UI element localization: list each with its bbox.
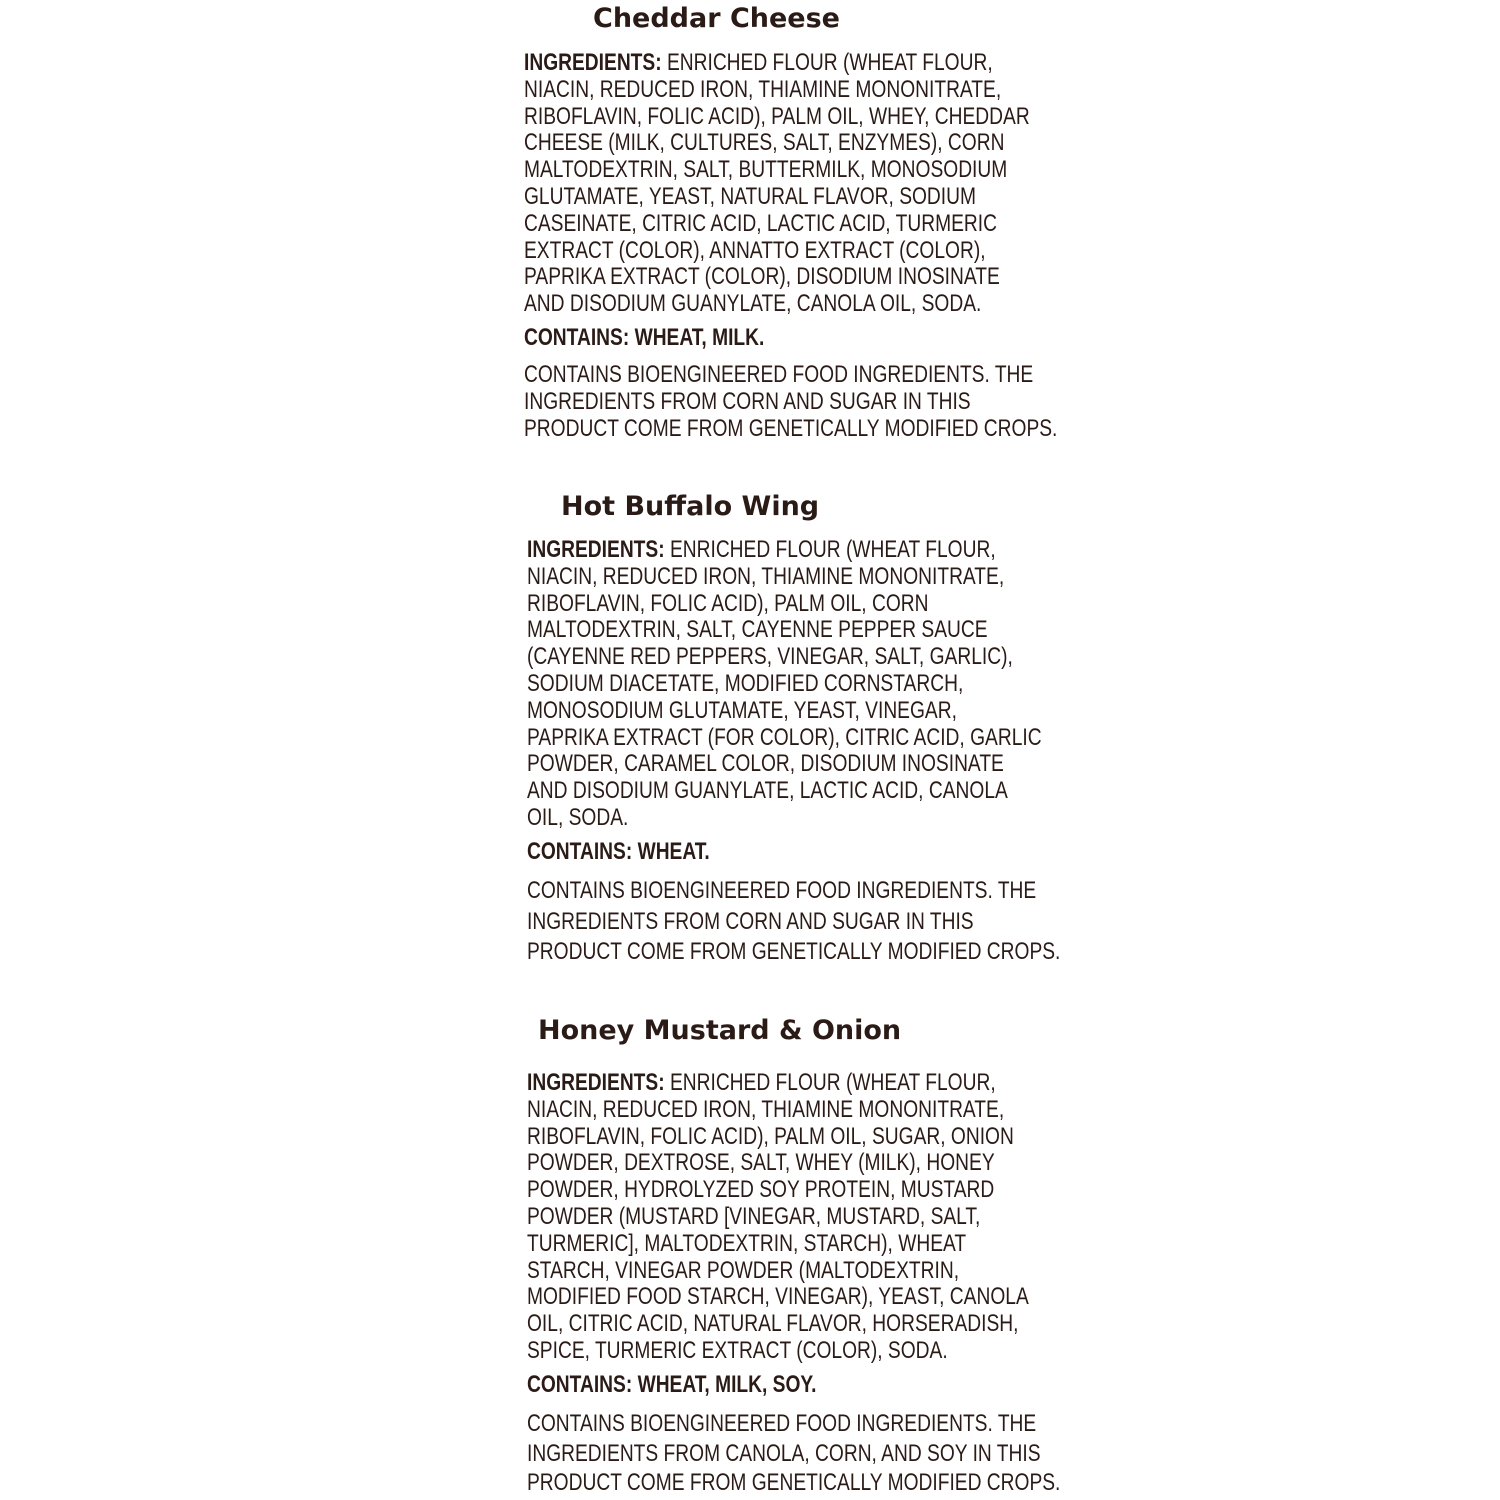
ingredients-label: INGREDIENTS: (527, 1069, 665, 1096)
bioengineered-line: PRODUCT COME FROM GENETICALLY MODIFIED CROPS. (527, 1469, 1061, 1496)
ingredients-line: SODIUM DIACETATE, MODIFIED CORNSTARCH, (527, 669, 964, 697)
ingredients-line: ENRICHED FLOUR (WHEAT FLOUR, (664, 536, 996, 563)
ingredients-line: OIL, SODA. (527, 803, 629, 831)
ingredients-line: (CAYENNE RED PEPPERS, VINEGAR, SALT, GARLIC), (527, 643, 1013, 671)
ingredients-line: MODIFIED FOOD STARCH, VINEGAR), YEAST, CANOLA (527, 1283, 1029, 1311)
ingredients-line: POWDER, DEXTROSE, SALT, WHEY (MILK), HONEY (527, 1149, 995, 1177)
ingredients-line: NIACIN, REDUCED IRON, THIAMINE MONONITRATE, (527, 562, 1005, 590)
ingredients-line: POWDER, HYDROLYZED SOY PROTEIN, MUSTARD (527, 1176, 995, 1204)
ingredients-line: PAPRIKA EXTRACT (COLOR), DISODIUM INOSINATE (524, 263, 1000, 291)
ingredients-line: CASEINATE, CITRIC ACID, LACTIC ACID, TURMERIC (524, 209, 997, 237)
ingredients-text (527, 537, 1042, 832)
ingredients-line: MALTODEXTRIN, SALT, BUTTERMILK, MONOSODIUM (524, 156, 1008, 184)
ingredients-block-cheddar-cheese (524, 50, 1156, 318)
flavor-title-hot-buffalo-wing: Hot Buffalo Wing (561, 491, 820, 522)
ingredients-line: TURMERIC], MALTODEXTRIN, STARCH), WHEAT (527, 1229, 967, 1257)
ingredients-line: EXTRACT (COLOR), ANNATTO EXTRACT (COLOR), (524, 236, 986, 264)
ingredients-line: MONOSODIUM GLUTAMATE, YEAST, VINEGAR, (527, 696, 957, 724)
bioengineered-notice-honey-mustard-onion (527, 1409, 1060, 1498)
ingredients-line: ENRICHED FLOUR (WHEAT FLOUR, (664, 1069, 996, 1096)
allergen-contains-hot-buffalo-wing: CONTAINS: WHEAT. (527, 838, 710, 865)
ingredients-line: PAPRIKA EXTRACT (FOR COLOR), CITRIC ACID, GARLIC (527, 723, 1042, 751)
ingredients-line: SPICE, TURMERIC EXTRACT (COLOR), SODA. (527, 1336, 948, 1364)
flavor-title-cheddar-cheese: Cheddar Cheese (593, 3, 840, 34)
ingredients-line: STARCH, VINEGAR POWDER (MALTODEXTRIN, (527, 1256, 960, 1284)
flavor-title-honey-mustard-onion: Honey Mustard & Onion (538, 1015, 902, 1046)
ingredients-label: INGREDIENTS: (527, 536, 665, 563)
ingredients-line: ENRICHED FLOUR (WHEAT FLOUR, (661, 49, 993, 76)
ingredients-line: POWDER (MUSTARD [VINEGAR, MUSTARD, SALT, (527, 1202, 981, 1230)
bioengineered-line: INGREDIENTS FROM CANOLA, CORN, AND SOY IN THIS (527, 1439, 1041, 1467)
bioengineered-line: PRODUCT COME FROM GENETICALLY MODIFIED CROPS. (524, 414, 1058, 442)
ingredients-text (524, 50, 1030, 318)
bioengineered-notice-hot-buffalo-wing (527, 876, 1060, 968)
ingredients-line: RIBOFLAVIN, FOLIC ACID), PALM OIL, SUGAR, ONION (527, 1122, 1014, 1150)
ingredients-text (527, 1070, 1029, 1365)
ingredients-line: RIBOFLAVIN, FOLIC ACID), PALM OIL, CORN (527, 589, 929, 617)
ingredients-block-hot-buffalo-wing (527, 537, 1170, 832)
bioengineered-line: CONTAINS BIOENGINEERED FOOD INGREDIENTS. THE (527, 1410, 1037, 1437)
ingredients-line: POWDER, CARAMEL COLOR, DISODIUM INOSINATE (527, 750, 1004, 778)
bioengineered-line: INGREDIENTS FROM CORN AND SUGAR IN THIS (527, 907, 974, 935)
ingredients-line: OIL, CITRIC ACID, NATURAL FLAVOR, HORSERADISH, (527, 1310, 1019, 1338)
bioengineered-line: PRODUCT COME FROM GENETICALLY MODIFIED CROPS. (527, 938, 1061, 965)
bioengineered-line: INGREDIENTS FROM CORN AND SUGAR IN THIS (524, 387, 971, 415)
ingredients-label: INGREDIENTS: (524, 49, 662, 76)
ingredients-line: NIACIN, REDUCED IRON, THIAMINE MONONITRATE, (524, 75, 1002, 103)
ingredients-line: GLUTAMATE, YEAST, NATURAL FLAVOR, SODIUM (524, 182, 976, 210)
ingredients-line: AND DISODIUM GUANYLATE, CANOLA OIL, SODA. (524, 290, 982, 318)
ingredients-line: MALTODEXTRIN, SALT, CAYENNE PEPPER SAUCE (527, 616, 988, 644)
ingredients-line: AND DISODIUM GUANYLATE, LACTIC ACID, CANOLA (527, 777, 1008, 805)
ingredients-line: RIBOFLAVIN, FOLIC ACID), PALM OIL, WHEY, CHEDDAR (524, 102, 1030, 130)
bioengineered-line: CONTAINS BIOENGINEERED FOOD INGREDIENTS. THE (527, 877, 1037, 904)
ingredients-block-honey-mustard-onion (527, 1070, 1154, 1365)
bioengineered-notice-cheddar-cheese (524, 362, 1057, 442)
ingredients-line: NIACIN, REDUCED IRON, THIAMINE MONONITRATE, (527, 1095, 1005, 1123)
allergen-contains-honey-mustard-onion: CONTAINS: WHEAT, MILK, SOY. (527, 1371, 817, 1398)
bioengineered-line: CONTAINS BIOENGINEERED FOOD INGREDIENTS. THE (524, 361, 1034, 388)
allergen-contains-cheddar-cheese: CONTAINS: WHEAT, MILK. (524, 324, 765, 351)
ingredients-line: CHEESE (MILK, CULTURES, SALT, ENZYMES), CORN (524, 129, 1005, 157)
